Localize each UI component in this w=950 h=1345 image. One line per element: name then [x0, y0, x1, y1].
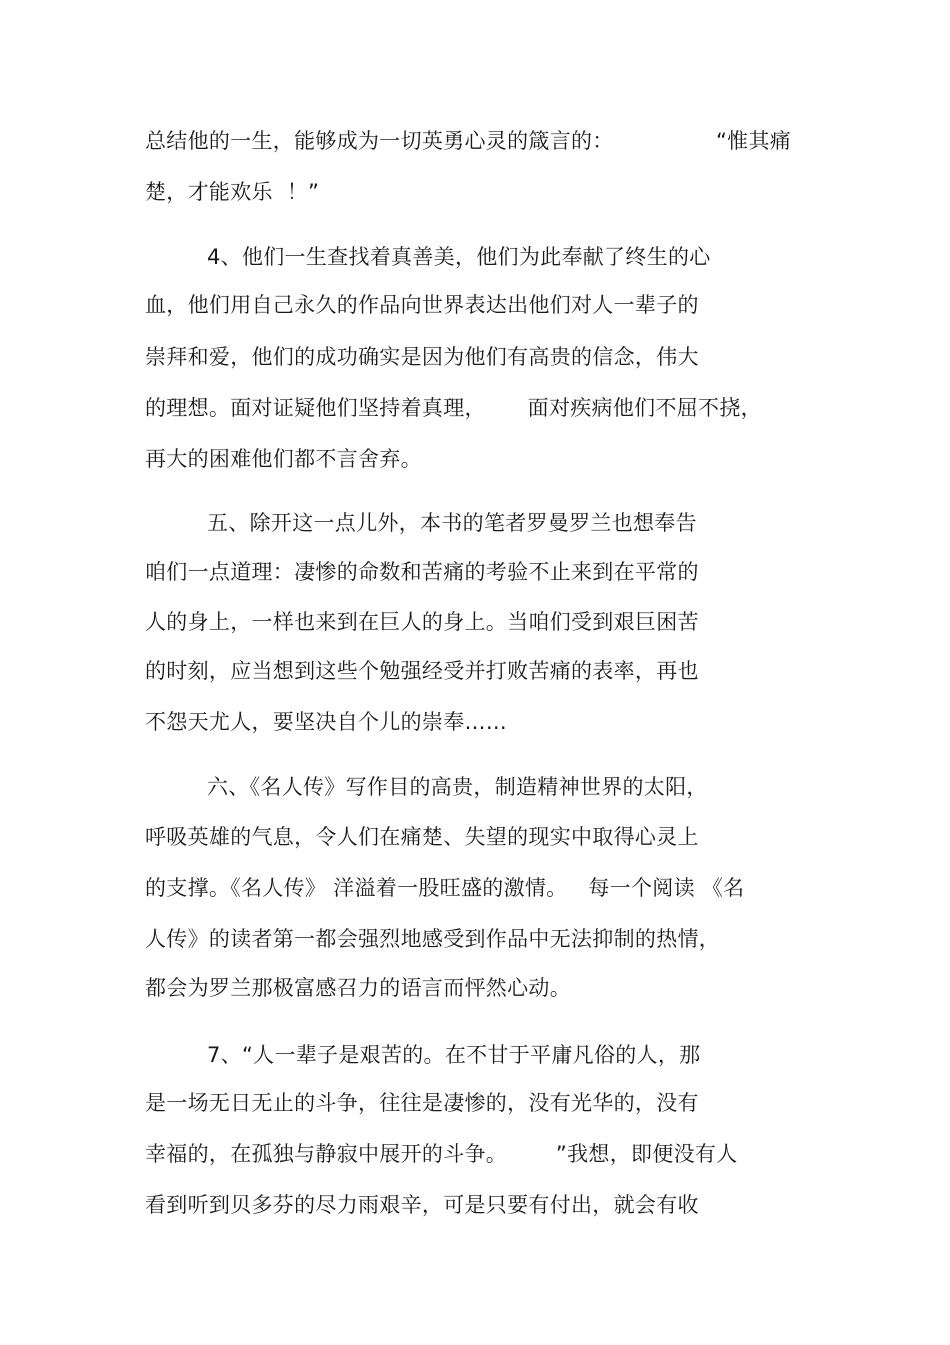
text-line: 咱们一点道理：凄惨的命数和苦痛的考验不止来到在平常的: [145, 560, 699, 584]
text-line: 幸福的，在孤独与静寂中展开的斗争。 ”我想，即便没有人: [145, 1142, 738, 1166]
text-line: 都会为罗兰那极富感召力的语言而怦然心动。: [145, 976, 571, 1000]
paragraph-first-line: 4、他们一生查找着真善美，他们为此奉献了终生的心: [207, 245, 711, 269]
text-line: 的支撑。《名人传》 洋溢着一股旺盛的激情。 每一个阅读 《名: [145, 876, 745, 900]
paragraph-first-line: 六、《名人传》写作目的高贵，制造精神世界的太阳，: [207, 775, 708, 799]
text-line: 楚，才能欢乐 ！”: [145, 180, 320, 204]
text-line: 看到听到贝多芬的尽力雨艰辛，可是只要有付出，就会有收: [145, 1193, 699, 1217]
text-line: 不怨天尤人，要坚决自个儿的崇奉……: [145, 710, 508, 734]
text-line: 人的身上，一样也来到在巨人的身上。当咱们受到艰巨困苦: [145, 610, 699, 634]
text-line: 的时刻，应当想到这些个勉强经受并打败苦痛的表率，再也: [145, 659, 699, 683]
paragraph-first-line: 7、“人一辈子是艰苦的。在不甘于平庸凡俗的人，那: [207, 1043, 701, 1067]
text-line: 人传》的读者第一都会强烈地感受到作品中无法抑制的热情，: [145, 927, 721, 951]
text-line: 崇拜和爱，他们的成功确实是因为他们有高贵的信念，伟大: [145, 345, 699, 369]
text-line: 的理想。面对证疑他们坚持着真理， 面对疾病他们不屈不挠，: [145, 396, 762, 420]
text-line: 是一场无日无止的斗争，往往是凄惨的，没有光华的，没有: [145, 1091, 699, 1115]
text-line: “惟其痛: [716, 129, 792, 153]
text-line: 呼吸英雄的气息，令人们在痛楚、失望的现实中取得心灵上: [145, 825, 699, 849]
paragraph-first-line: 五、除开这一点儿外，本书的笔者罗曼罗兰也想奉告: [207, 511, 697, 535]
text-line: 血，他们用自己永久的作品向世界表达出他们对人一辈子的: [145, 293, 699, 317]
text-line: 再大的困难他们都不言舍弃。: [145, 447, 422, 471]
text-line: 总结他的一生，能够成为一切英勇心灵的箴言的：: [145, 129, 614, 153]
